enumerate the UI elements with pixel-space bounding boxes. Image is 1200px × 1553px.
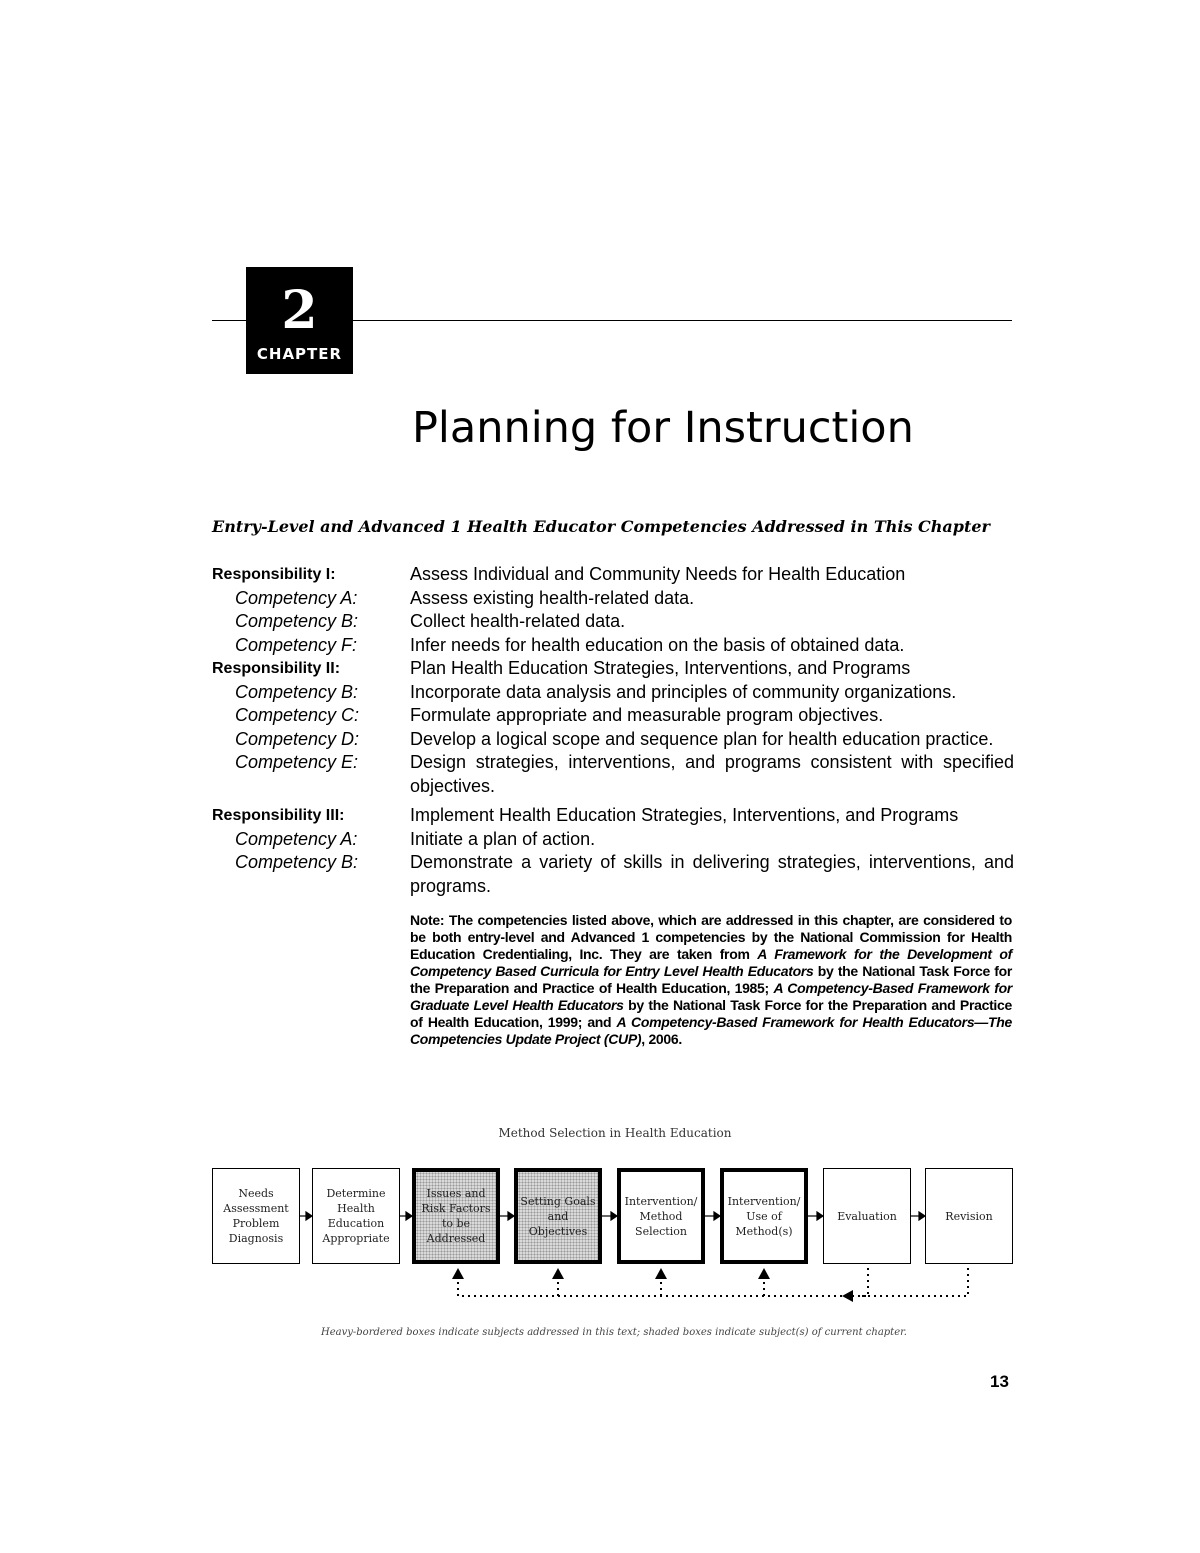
feedback-arrowhead bbox=[552, 1268, 564, 1279]
responsibility-text: Implement Health Education Strategies, Interventions, and Programs bbox=[410, 805, 959, 825]
competency-row bbox=[212, 851, 1014, 898]
chapter-number: 2 bbox=[281, 280, 318, 341]
competency-text: Initiate a plan of action. bbox=[410, 828, 596, 849]
flow-box: Issues and Risk Factors to be Addressed bbox=[412, 1168, 500, 1264]
feedback-arrowhead bbox=[655, 1268, 667, 1279]
diagram-title: Method Selection in Health Education bbox=[498, 1126, 732, 1140]
competency-text: Develop a logical scope and sequence plan for health education practice. bbox=[410, 728, 994, 749]
competency-label: Competency A: bbox=[235, 828, 358, 849]
competency-row bbox=[212, 728, 1014, 752]
responsibility-label: Responsibility III: bbox=[212, 807, 345, 824]
competency-text: Incorporate data analysis and principles of community organizations. bbox=[410, 681, 957, 702]
responsibility-text: Plan Health Education Strategies, Interventions, and Programs bbox=[410, 658, 911, 678]
page-title: Planning for Instruction bbox=[412, 403, 914, 453]
chapter-badge bbox=[246, 267, 353, 374]
competency-label: Competency E: bbox=[235, 752, 359, 772]
feedback-line bbox=[458, 1268, 868, 1296]
feedback-line bbox=[860, 1268, 968, 1296]
responsibility-row bbox=[212, 563, 1014, 587]
flow-box: Determine Health Education Appropriate bbox=[312, 1168, 400, 1264]
competency-label: Competency A: bbox=[235, 587, 358, 608]
competency-row bbox=[212, 634, 1014, 658]
feedback-arrowhead bbox=[842, 1290, 853, 1302]
competency-label: Competency B: bbox=[235, 852, 359, 872]
competency-text: Assess existing health-related data. bbox=[410, 587, 695, 608]
flow-box: Revision bbox=[925, 1168, 1013, 1264]
competency-list bbox=[212, 563, 1014, 898]
competency-label: Competency B: bbox=[235, 611, 359, 631]
header-rule-left bbox=[212, 320, 246, 321]
note-title: A Competency-Based Framework for Health Educators—The Competencies Update Project (CUP) bbox=[410, 1014, 1012, 1047]
note-text: by the National Task Force for the Preparation and Practice of Health Education, 1985; bbox=[410, 963, 1012, 996]
flow-box: Intervention/ Use of Method(s) bbox=[720, 1168, 808, 1264]
header-rule-right bbox=[353, 320, 1012, 321]
competency-row bbox=[212, 704, 1014, 728]
competency-text: Formulate appropriate and measurable program objectives. bbox=[410, 705, 884, 725]
feedback-arrowhead bbox=[758, 1268, 770, 1279]
flow-box: Needs Assessment Problem Diagnosis bbox=[212, 1168, 300, 1264]
feedback-arrowhead bbox=[452, 1268, 464, 1279]
responsibility-label: Responsibility I: bbox=[212, 566, 336, 583]
responsibility-row bbox=[212, 804, 1014, 828]
note-title: A Framework for the Development of Competency Based Curricula for Entry Level Health Educators bbox=[410, 946, 1012, 979]
responsibility-text: Assess Individual and Community Needs for Health Education bbox=[410, 564, 906, 584]
competency-label: Competency B: bbox=[235, 681, 359, 702]
note-title: A Competency-Based Framework for Graduate Level Health Educators bbox=[410, 980, 1012, 1013]
competency-row bbox=[212, 587, 1014, 611]
competency-row bbox=[212, 610, 1014, 634]
competency-label: Competency F: bbox=[235, 634, 358, 655]
chapter-label: CHAPTER bbox=[256, 345, 343, 363]
competency-text: Design strategies, interventions, and programs consistent with specified objectives. bbox=[410, 752, 1014, 796]
source-note bbox=[410, 912, 1012, 1048]
competency-row bbox=[212, 681, 1014, 705]
competency-label: Competency D: bbox=[235, 728, 360, 749]
flow-box: Evaluation bbox=[823, 1168, 911, 1264]
flow-box: Intervention/ Method Selection bbox=[617, 1168, 705, 1264]
responsibility-row bbox=[212, 657, 1014, 681]
note-text: by the National Task Force for the Preparation and Practice of Health Education, 1999; and bbox=[410, 997, 1012, 1030]
responsibility-label: Responsibility II: bbox=[212, 660, 341, 677]
competency-row bbox=[212, 828, 1014, 852]
competency-label: Competency C: bbox=[235, 705, 360, 725]
competency-text: Demonstrate a variety of skills in delivering strategies, interventions, and programs. bbox=[410, 852, 1014, 896]
note-text: Note: The competencies listed above, which are addressed in this chapter, are considered to be both entry-level and Advanced 1 competencies by the National Commission for Health Education Credentialing, Inc. They are taken from bbox=[410, 912, 1012, 962]
note-text: , 2006. bbox=[641, 1031, 682, 1047]
competency-text: Infer needs for health education on the basis of obtained data. bbox=[410, 634, 905, 655]
competency-row bbox=[212, 751, 1014, 798]
diagram-caption: Heavy-bordered boxes indicate subjects addressed in this text; shaded boxes indicate subject(s) of current chapter. bbox=[321, 1327, 907, 1338]
page-number: 13 bbox=[990, 1372, 1009, 1391]
competency-text: Collect health-related data. bbox=[410, 611, 626, 631]
flow-box: Setting Goals and Objectives bbox=[514, 1168, 602, 1264]
competencies-heading: Entry-Level and Advanced 1 Health Educator Competencies Addressed in This Chapter bbox=[212, 517, 990, 536]
